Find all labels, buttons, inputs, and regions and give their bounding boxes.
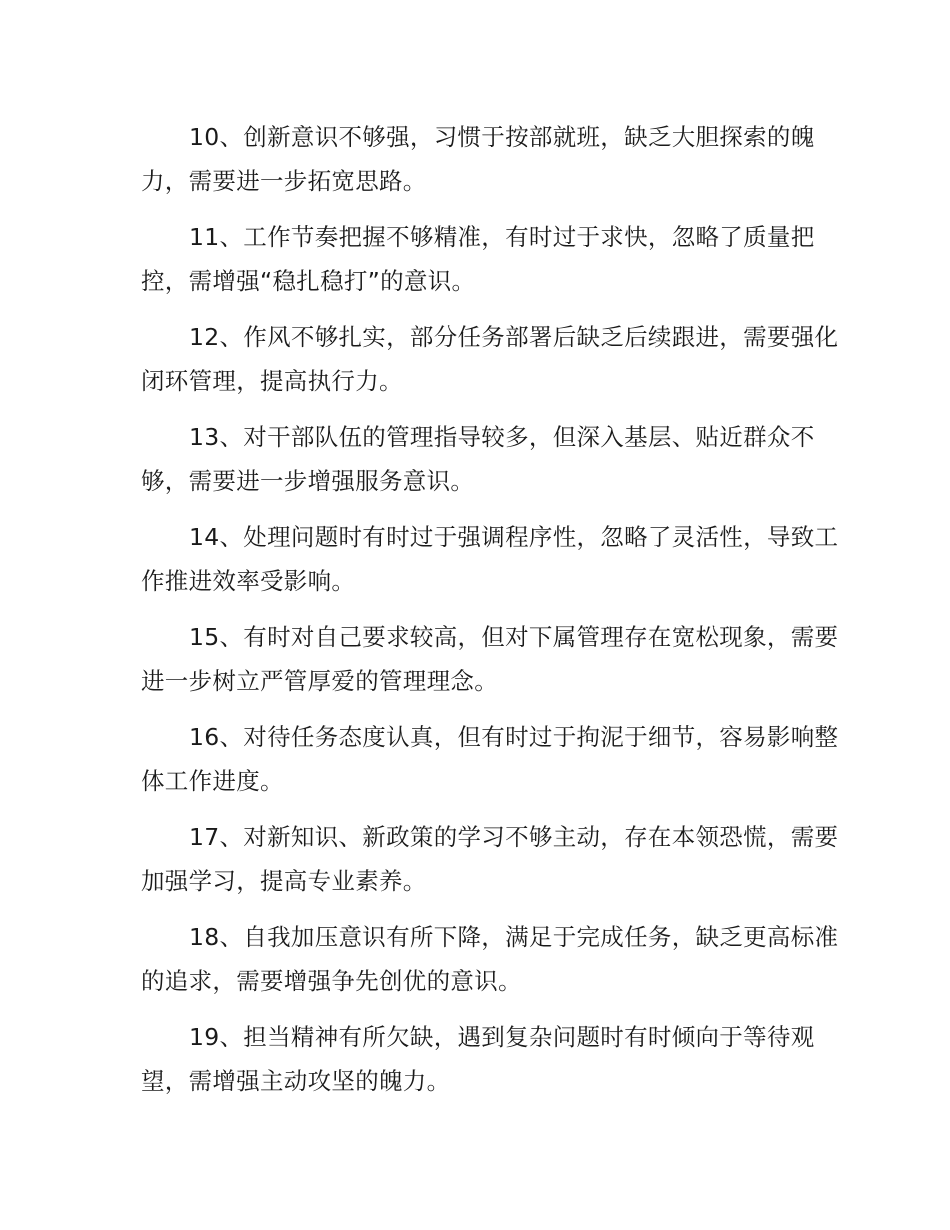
paragraph-item-15: 15、有时对自己要求较高，但对下属管理存在宽松现象，需要进一步树立严管厚爱的管理理念。 (141, 623, 839, 695)
paragraph-item-16: 16、对待任务态度认真，但有时过于拘泥于细节，容易影响整体工作进度。 (141, 723, 839, 795)
paragraph-item-10: 10、创新意识不够强，习惯于按部就班，缺乏大胆探索的魄力，需要进一步拓宽思路。 (141, 123, 815, 195)
paragraph-item-14: 14、处理问题时有时过于强调程序性，忽略了灵活性，导致工作推进效率受影响。 (141, 523, 839, 595)
paragraph-item-17: 17、对新知识、新政策的学习不够主动，存在本领恐慌，需要加强学习，提高专业素养。 (141, 823, 839, 895)
paragraph-item-13: 13、对干部队伍的管理指导较多，但深入基层、贴近群众不够，需要进一步增强服务意识。 (141, 423, 815, 495)
paragraph-item-11: 11、工作节奏把握不够精准，有时过于求快，忽略了质量把控，需增强“稳扎稳打”的意识。 (141, 223, 815, 295)
paragraph-item-12: 12、作风不够扎实，部分任务部署后缺乏后续跟进，需要强化闭环管理，提高执行力。 (141, 323, 839, 395)
paragraph-item-19: 19、担当精神有所欠缺，遇到复杂问题时有时倾向于等待观望，需增强主动攻坚的魄力。 (141, 1023, 815, 1095)
paragraph-item-18: 18、自我加压意识有所下降，满足于完成任务，缺乏更高标准的追求，需要增强争先创优的意识。 (141, 923, 839, 995)
document-body (141, 115, 841, 1115)
